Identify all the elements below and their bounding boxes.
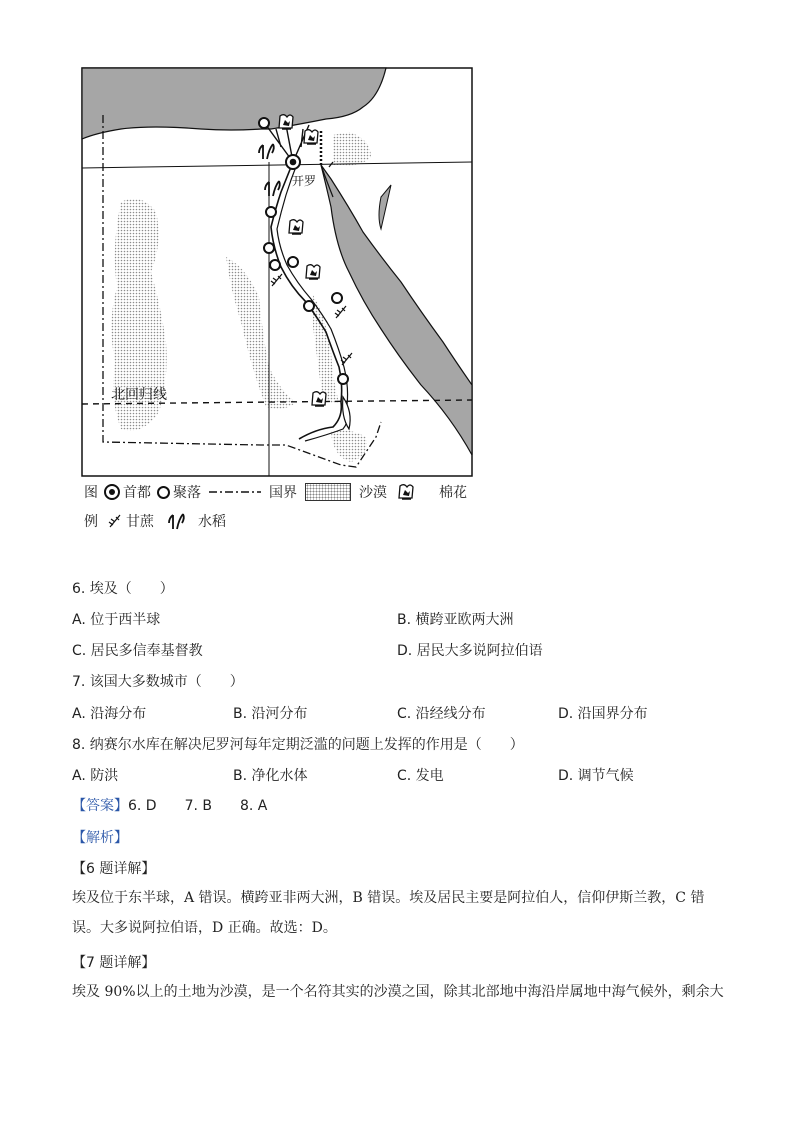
settlement-marker — [304, 301, 314, 311]
settlement-marker — [338, 374, 348, 384]
legend-capital-text: 首都 — [123, 485, 151, 501]
question-6-option-a: A. 位于西半球 — [72, 612, 161, 628]
legend-desert-text: 沙漠 — [359, 485, 387, 501]
legend-border — [201, 482, 297, 502]
question-7-option-d: D. 沿国界分布 — [558, 706, 648, 722]
detail-7-title: 【7 题详解】 — [72, 955, 156, 971]
rice-icon — [166, 511, 188, 531]
cotton-icon — [289, 220, 303, 234]
detail-6-title: 【6 题详解】 — [72, 861, 156, 877]
tropic-of-cancer-label: 北回归线 — [111, 387, 167, 403]
cotton-icon — [304, 130, 318, 144]
question-6-option-d: D. 居民大多说阿拉伯语 — [397, 643, 543, 659]
legend-cotton — [387, 482, 467, 502]
settlement-marker — [266, 207, 276, 217]
settlement-marker — [264, 243, 274, 253]
capital-icon — [104, 484, 120, 500]
question-6-option-c: C. 居民多信奉基督教 — [72, 643, 203, 659]
legend-village-text: 聚落 — [173, 485, 201, 501]
legend-row-2 — [84, 511, 226, 531]
settlement-marker — [259, 118, 269, 128]
settlement-marker — [332, 293, 342, 303]
question-8-option-c: C. 发电 — [397, 768, 444, 784]
cairo-capital-dot — [290, 159, 297, 166]
legend-sugarcane-text: 甘蔗 — [126, 514, 154, 530]
legend-sugarcane — [98, 511, 154, 531]
question-7-option-b: B. 沿河分布 — [233, 706, 308, 722]
question-8-option-b: B. 净化水体 — [233, 768, 308, 784]
answer-tag: 【答案】 — [72, 798, 128, 814]
legend-row-1 — [84, 482, 467, 502]
cotton-icon — [395, 482, 417, 502]
cairo-label: 开罗 — [292, 174, 317, 188]
desert-pattern-icon — [305, 483, 351, 501]
question-6-option-b: B. 横跨亚欧两大洲 — [397, 612, 514, 628]
answer-values: 6. D 7. B 8. A — [128, 798, 268, 814]
village-icon — [157, 486, 170, 499]
detail-7-text: 埃及 90%以上的土地为沙漠，是一个名符其实的沙漠之国，除其北部地中海沿岸属地中海气候外，剩余大 — [72, 984, 724, 1000]
question-8-stem: 8. 纳赛尔水库在解决尼罗河每年定期泛滥的问题上发挥的作用是（ ） — [72, 737, 524, 753]
legend-label-tu: 图 — [84, 485, 98, 501]
answer-line — [72, 795, 267, 815]
legend-village — [151, 482, 201, 502]
legend-border-text: 国界 — [269, 485, 297, 501]
cotton-icon — [312, 392, 326, 406]
detail-6-text: 埃及位于东半球，A 错误。横跨亚非两大洲，B 错误。埃及居民主要是阿拉伯人，信仰伊斯兰教，C 错误。大多说阿拉伯语，D 正确。故选：D。 — [72, 890, 705, 936]
question-6-stem: 6. 埃及（ ） — [72, 581, 174, 597]
question-8-option-a: A. 防洪 — [72, 768, 119, 784]
sugarcane-icon — [106, 513, 124, 529]
analysis-tag: 【解析】 — [72, 830, 128, 846]
question-7-option-a: A. 沿海分布 — [72, 706, 147, 722]
border-line-icon — [207, 487, 263, 497]
legend-rice — [154, 511, 226, 531]
question-7-stem: 7. 该国大多数城市（ ） — [72, 674, 244, 690]
legend-rice-text: 水稻 — [198, 514, 226, 530]
settlement-marker — [288, 257, 298, 267]
question-8-option-d: D. 调节气候 — [558, 768, 634, 784]
legend-label-li: 例 — [84, 514, 98, 530]
legend-cotton-text: 棉花 — [439, 485, 467, 501]
settlement-marker — [270, 260, 280, 270]
legend-desert — [297, 482, 387, 502]
question-7-option-c: C. 沿经线分布 — [397, 706, 486, 722]
egypt-map — [81, 67, 473, 477]
cotton-icon — [279, 115, 293, 129]
cotton-icon — [306, 265, 320, 279]
legend-capital — [98, 482, 151, 502]
